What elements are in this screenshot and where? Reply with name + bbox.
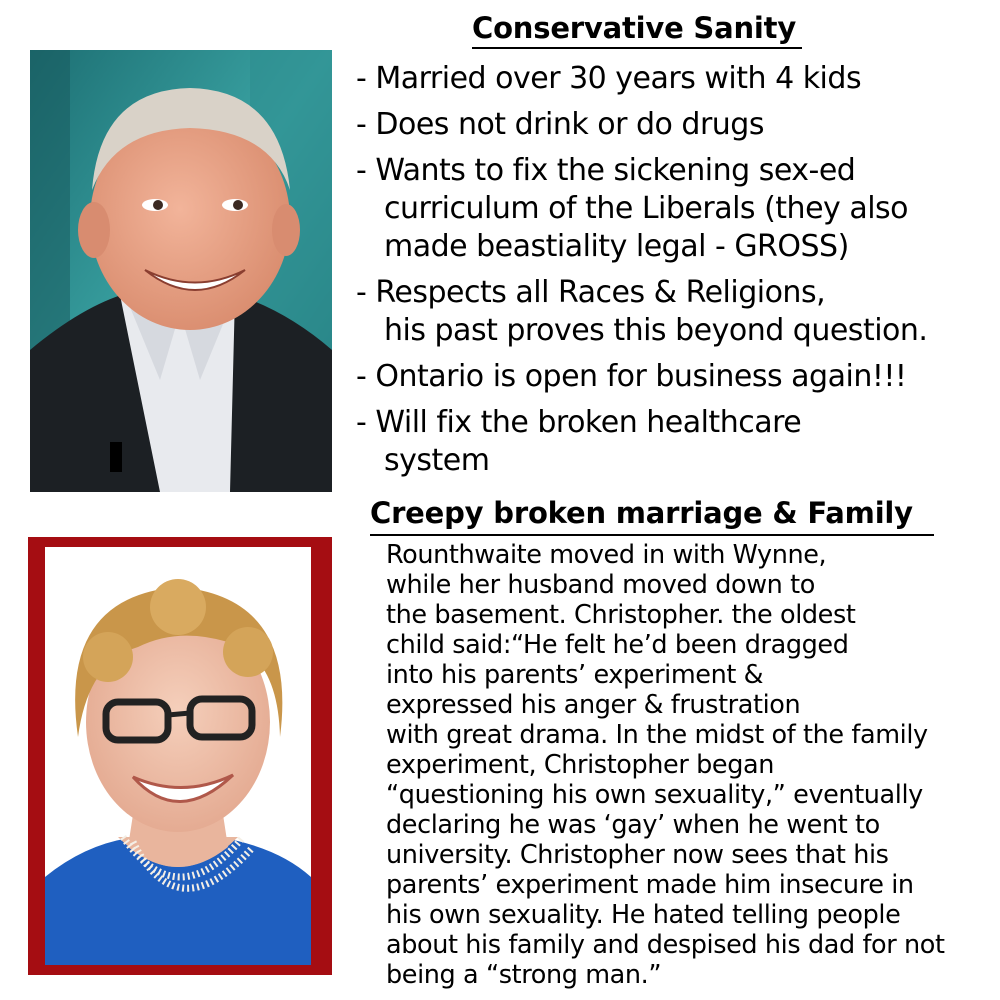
story-line: expressed his anger & frustration [386,690,801,720]
story-line: with great drama. In the midst of the family [386,720,928,750]
story-line: the basement. Christopher. the oldest [386,600,856,630]
story-line: child said:“He felt he’d been dragged [386,630,849,660]
bullet-line: system [384,443,490,478]
bullet-item [356,358,996,396]
story-line: into his parents’ experiment & [386,660,764,690]
bottom-portrait-photo [28,537,332,975]
story-line: parents’ experiment made him insecure in [386,870,914,900]
top-portrait-photo [30,50,332,492]
top-section-heading: Conservative Sanity [472,11,797,45]
positives-bullet-list [356,60,996,488]
top-heading-underline [472,47,802,49]
bullet-line: made beastiality legal - GROSS) [384,229,849,264]
story-line: while her husband moved down to [386,570,815,600]
bullet-line: - Respects all Races & Religions, [356,275,826,310]
bullet-line: - Married over 30 years with 4 kids [356,61,862,96]
story-line: declaring he was ‘gay’ when he went to [386,810,880,840]
bullet-line: curriculum of the Liberals (they also [384,191,909,226]
story-paragraph [386,540,996,990]
bullet-item [356,152,996,266]
story-line: experiment, Christopher began [386,750,774,780]
bullet-item [356,60,996,98]
bullet-item [356,106,996,144]
story-line: “questioning his own sexuality,” eventually [386,780,923,810]
story-line: Rounthwaite moved in with Wynne, [386,540,827,570]
bullet-line: - Will fix the broken healthcare [356,405,802,440]
bullet-line: - Wants to fix the sickening sex-ed [356,153,856,188]
story-line: university. Christopher now sees that his [386,840,889,870]
bullet-line: his past proves this beyond question. [384,313,928,348]
story-line: being a “strong man.” [386,960,662,990]
bullet-line: - Does not drink or do drugs [356,107,764,142]
bullet-item [356,404,996,480]
bullet-item [356,274,996,350]
bottom-heading-underline [370,534,934,536]
bullet-line: - Ontario is open for business again!!! [356,359,907,394]
story-line: about his family and despised his dad for not [386,930,945,960]
bottom-section-heading: Creepy broken marriage & Family [370,496,913,530]
story-line: his own sexuality. He hated telling people [386,900,901,930]
